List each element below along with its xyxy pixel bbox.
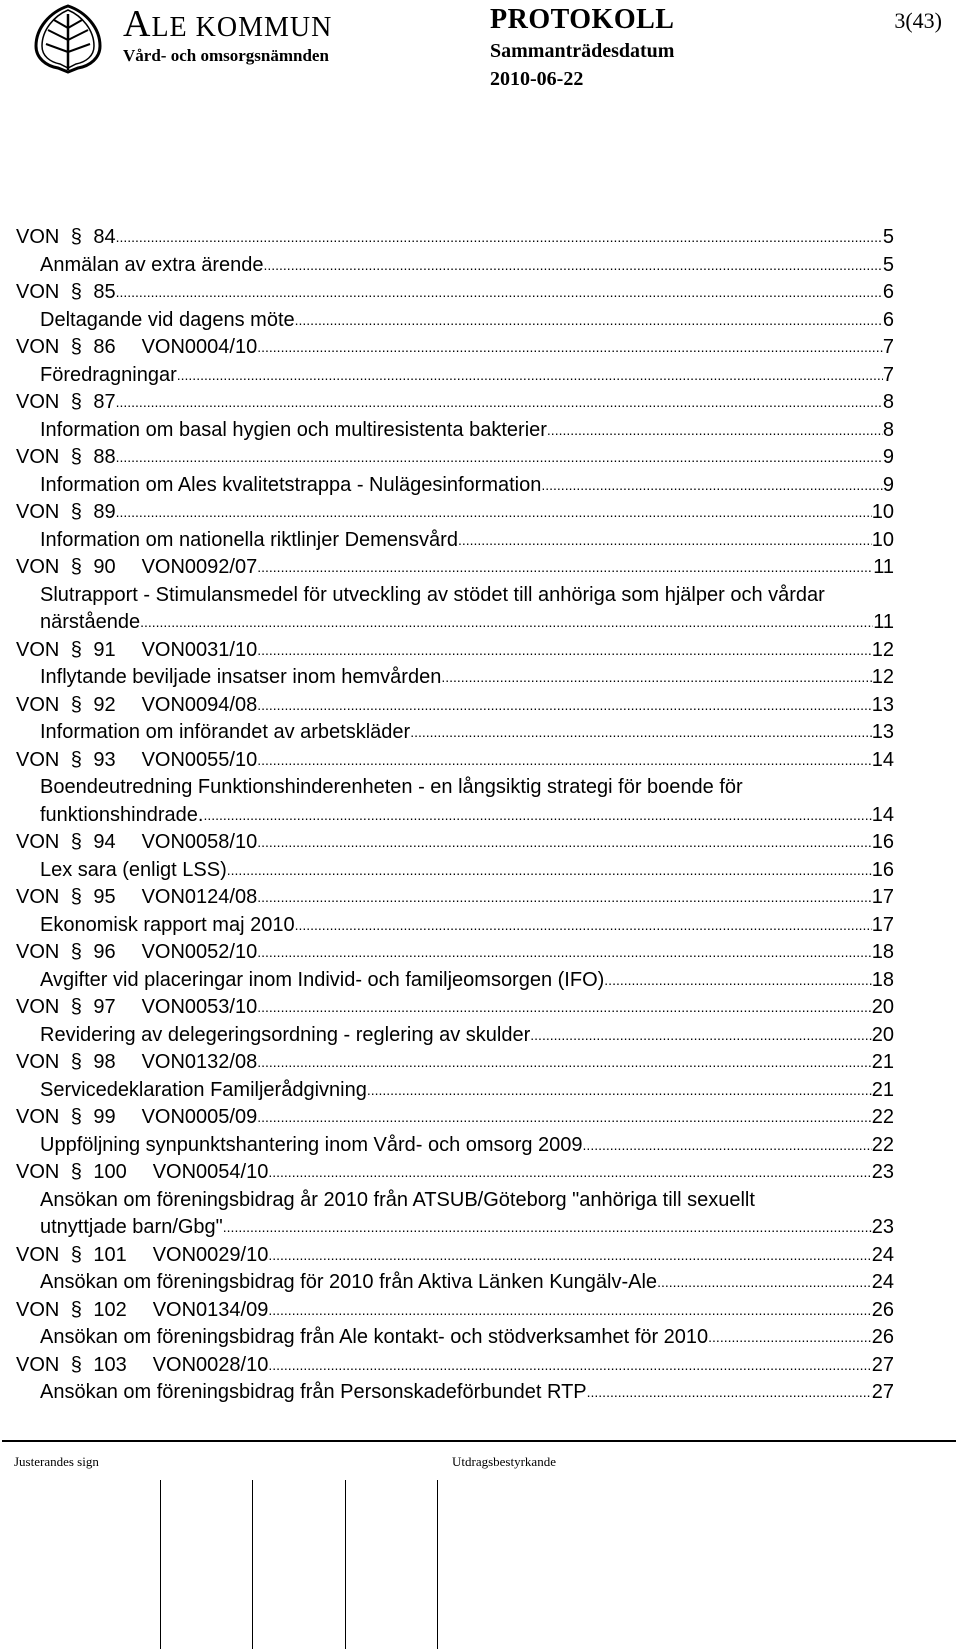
toc-page-number: 17 [871,913,894,936]
toc-page-number: 9 [882,446,894,468]
toc-entry-item [16,802,894,830]
dot-leader [227,857,872,885]
toc-section-heading [16,1352,268,1380]
section-sign: § [70,336,82,358]
toc-page-number: 26 [871,1298,894,1321]
toc-section-heading [16,692,257,720]
toc-case-reference: VON0005/09 [141,1106,258,1128]
toc-section-number: 86 [93,336,116,358]
toc-section-number: 102 [93,1298,127,1321]
dot-leader [223,1214,872,1242]
dot-leader [257,747,872,775]
toc-item-title: Föredragningar [40,363,177,386]
toc-page-number: 27 [871,1353,894,1376]
toc-item-title: Uppföljning synpunktshantering inom Vård- och omsorg 2009 [40,1133,583,1156]
toc-entry-item [16,857,894,885]
toc-item-title: närstående [40,611,141,633]
toc-section-heading [16,554,257,582]
toc-prefix: VON [16,1243,60,1266]
adjuster-signature-label: Justerandes sign [14,1454,99,1469]
toc-section-heading [16,994,257,1022]
section-sign: § [70,693,82,716]
toc-page-number: 22 [871,1133,894,1156]
toc-entry-section [16,884,894,912]
section-sign: § [70,501,82,523]
toc-entry-item [16,472,894,500]
section-sign: § [70,1161,82,1183]
dot-leader [116,389,883,417]
toc-section-number: 95 [93,886,116,908]
dot-leader [583,1132,872,1160]
toc-entry-section [16,279,894,307]
toc-entry-section [16,554,894,582]
toc-prefix: VON [16,446,60,468]
toc-section-heading [16,747,257,775]
toc-section-number: 98 [93,1051,116,1073]
toc-entry-item [16,252,894,280]
toc-section-heading [16,1242,268,1270]
toc-prefix: VON [16,748,60,771]
toc-prefix: VON [16,693,60,716]
toc-page-number: 11 [873,611,894,633]
toc-page-number: 12 [871,638,894,661]
toc-entry-section [16,1049,894,1077]
dot-leader [708,1324,872,1352]
dot-leader [116,224,883,252]
organization-name: ALE KOMMUN [123,3,333,45]
toc-page-number: 7 [882,363,894,386]
toc-page-number: 18 [871,968,894,991]
toc-case-reference: VON0028/10 [152,1353,269,1376]
toc-page-number: 7 [882,336,894,358]
toc-item-title: Anmälan av extra ärende [40,253,264,276]
toc-entry-section [16,939,894,967]
toc-page-number: 5 [882,226,894,248]
toc-page-number: 16 [871,831,894,853]
section-sign: § [70,1353,82,1376]
toc-case-reference: VON0124/08 [141,886,258,908]
toc-section-heading [16,1104,257,1132]
toc-prefix: VON [16,391,60,413]
page-number: 3(43) [894,8,942,33]
toc-item-title: Inflytande beviljade insatser inom hemvården [40,666,442,688]
page-header [0,0,960,110]
toc-entry-item [16,527,894,555]
toc-prefix: VON [16,886,60,908]
toc-page-number: 21 [871,1078,894,1101]
toc-entry-item [16,1269,894,1297]
toc-section-number: 100 [93,1161,127,1183]
toc-item-title-first-line: Slutrapport - Stimulansmedel för utveckling av stödet till anhöriga som hjälper och vårdar [40,583,825,606]
toc-entry-item [16,609,894,637]
toc-item-title: Lex sara (enligt LSS) [40,858,227,881]
toc-item-title: Ansökan om föreningsbidrag från Personskadeförbundet RTP [40,1381,587,1403]
toc-prefix: VON [16,1298,60,1321]
toc-prefix: VON [16,638,60,661]
toc-prefix: VON [16,556,60,578]
toc-entry-section [16,1104,894,1132]
dot-leader [257,1104,872,1132]
toc-item-title: Information om Ales kvalitetstrappa - Nulägesinformation [40,473,542,496]
toc-entry-item [16,912,894,940]
toc-item-title: Revidering av delegeringsordning - reglering av skulder [40,1023,531,1046]
toc-page-number: 11 [873,556,894,578]
dot-leader [458,527,872,555]
signature-box-divider [437,1480,438,1649]
dot-leader [410,719,872,747]
toc-section-number: 93 [93,748,116,771]
toc-item-title: Avgifter vid placeringar inom Individ- och familjeomsorgen (IFO) [40,968,605,991]
toc-entry-section [16,1297,894,1325]
toc-section-heading [16,444,116,472]
toc-item-title-first-line: Ansökan om föreningsbidrag år 2010 från ATSUB/Göteborg "anhöriga till sexuellt [40,1188,755,1211]
section-sign: § [70,226,82,248]
dot-leader [530,1022,871,1050]
dot-leader [268,1297,871,1325]
toc-section-number: 103 [93,1353,127,1376]
toc-page-number: 26 [871,1326,894,1348]
toc-item-title: Ekonomisk rapport maj 2010 [40,913,295,936]
toc-item-title: Deltagande vid dagens möte [40,308,295,331]
signature-box-divider [345,1480,346,1649]
toc-page-number: 13 [871,693,894,716]
dot-leader [257,334,883,362]
toc-page-number: 23 [871,1161,894,1183]
toc-section-heading [16,939,257,967]
toc-section-number: 87 [93,391,116,413]
signature-box-divider [252,1480,253,1649]
toc-entry-section [16,334,894,362]
toc-section-number: 92 [93,693,116,716]
dot-leader [547,417,883,445]
toc-page-number: 18 [871,941,894,963]
toc-page-number: 20 [871,1023,894,1046]
section-sign: § [70,281,82,303]
toc-page-number: 21 [871,1051,894,1073]
toc-item-title: funktionshindrade. [40,803,204,826]
toc-page-number: 27 [871,1381,894,1403]
section-sign: § [70,1106,82,1128]
toc-prefix: VON [16,1353,60,1376]
toc-prefix: VON [16,226,60,248]
toc-case-reference: VON0052/10 [141,941,258,963]
toc-section-heading [16,1297,268,1325]
toc-case-reference: VON0132/08 [141,1051,258,1073]
toc-section-number: 84 [93,226,116,248]
toc-page-number: 24 [871,1271,894,1293]
toc-prefix: VON [16,831,60,853]
dot-leader [257,994,872,1022]
toc-page-number: 24 [871,1243,894,1266]
toc-page-number: 20 [871,996,894,1018]
toc-page-number: 9 [882,473,894,496]
toc-case-reference: VON0054/10 [152,1161,269,1183]
toc-section-heading [16,1049,257,1077]
dot-leader [295,307,883,335]
toc-page-number: 13 [871,721,894,743]
meeting-date-label: Sammanträdesdatum [490,40,675,62]
dot-leader [257,692,872,720]
section-sign: § [70,446,82,468]
page-footer [0,1440,960,1649]
toc-entry-section [16,829,894,857]
toc-case-reference: VON0053/10 [141,996,258,1018]
committee-name: Vård- och omsorgsnämnden [123,46,329,65]
extract-certification-label: Utdragsbestyrkande [452,1454,556,1469]
toc-entry-section [16,994,894,1022]
toc-page-number: 14 [871,803,894,826]
dot-leader [177,362,883,390]
toc-section-number: 96 [93,941,116,963]
toc-section-number: 97 [93,996,116,1018]
dot-leader [541,472,883,500]
toc-section-number: 94 [93,831,116,853]
toc-case-reference: VON0031/10 [141,638,258,661]
toc-item-title: Information om införandet av arbetskläder [40,721,411,743]
ale-kommun-leaf-logo-icon [22,2,114,74]
dot-leader [587,1379,872,1407]
section-sign: § [70,391,82,413]
toc-section-heading [16,829,257,857]
table-of-contents [16,224,894,1407]
toc-entry-item [16,362,894,390]
dot-leader [657,1269,872,1297]
toc-page-number: 6 [882,281,894,303]
meeting-date: 2010-06-22 [490,68,584,90]
toc-section-heading [16,1159,268,1187]
toc-page-number: 10 [871,528,894,551]
toc-section-heading [16,499,116,527]
toc-page-number: 17 [871,886,894,908]
toc-item-title: Ansökan om föreningsbidrag från Ale kontakt- och stödverksamhet för 2010 [40,1326,709,1348]
toc-page-number: 8 [882,391,894,413]
toc-section-heading [16,279,116,307]
section-sign: § [70,1243,82,1266]
toc-case-reference: VON0134/09 [152,1298,269,1321]
toc-page-number: 22 [871,1106,894,1128]
section-sign: § [70,1298,82,1321]
dot-leader [116,279,883,307]
toc-item-title: Information om basal hygien och multiresistenta bakterier [40,418,547,441]
toc-entry-section [16,692,894,720]
toc-section-number: 99 [93,1106,116,1128]
section-sign: § [70,886,82,908]
toc-page-number: 10 [871,501,894,523]
toc-prefix: VON [16,941,60,963]
toc-section-number: 91 [93,638,116,661]
toc-case-reference: VON0004/10 [141,336,258,358]
toc-entry-section [16,444,894,472]
document-title: PROTOKOLL [490,4,675,35]
section-sign: § [70,748,82,771]
toc-entry-item [16,1132,894,1160]
toc-item-title-first-line: Boendeutredning Funktionshinderenheten - en långsiktig strategi för boende för [40,776,743,798]
dot-leader [263,252,882,280]
toc-prefix: VON [16,1161,60,1183]
toc-entry-item [16,1077,894,1105]
toc-case-reference: VON0092/07 [141,556,258,578]
toc-case-reference: VON0058/10 [141,831,258,853]
dot-leader [604,967,871,995]
toc-page-number: 5 [882,253,894,276]
dot-leader [257,884,872,912]
toc-entry-item [16,1214,894,1242]
toc-entry-item [16,307,894,335]
toc-case-reference: VON0055/10 [141,748,258,771]
toc-page-number: 16 [871,858,894,881]
toc-page-number: 8 [882,418,894,441]
section-sign: § [70,638,82,661]
dot-leader [140,609,873,637]
toc-entry-section [16,1352,894,1380]
dot-leader [268,1242,871,1270]
toc-entry-item [16,664,894,692]
dot-leader [116,444,883,472]
dot-leader [441,664,871,692]
dot-leader [257,939,872,967]
dot-leader [203,802,871,830]
toc-entry-item [16,1379,894,1407]
toc-entry-section [16,389,894,417]
toc-page-number: 14 [871,748,894,771]
dot-leader [367,1077,872,1105]
section-sign: § [70,556,82,578]
section-sign: § [70,941,82,963]
toc-section-number: 89 [93,501,116,523]
toc-section-heading [16,334,257,362]
dot-leader [268,1159,871,1187]
toc-entry-item [16,719,894,747]
toc-entry-item [16,1022,894,1050]
toc-section-number: 85 [93,281,116,303]
toc-section-heading [16,637,257,665]
dot-leader [116,499,872,527]
toc-prefix: VON [16,1051,60,1073]
toc-entry-item [16,1324,894,1352]
toc-page-number: 12 [871,666,894,688]
signature-box-divider [160,1480,161,1649]
section-sign: § [70,1051,82,1073]
toc-prefix: VON [16,336,60,358]
footer-divider [2,1440,956,1442]
toc-item-title: Information om nationella riktlinjer Demensvård [40,528,458,551]
toc-section-heading [16,884,257,912]
toc-section-number: 101 [93,1243,127,1266]
dot-leader [257,554,873,582]
toc-entry-section [16,1242,894,1270]
toc-item-title: Ansökan om föreningsbidrag för 2010 från Aktiva Länken Kungälv-Ale [40,1271,658,1293]
dot-leader [295,912,872,940]
toc-entry-section [16,224,894,252]
toc-prefix: VON [16,501,60,523]
toc-prefix: VON [16,996,60,1018]
toc-entry-section [16,499,894,527]
section-sign: § [70,831,82,853]
toc-prefix: VON [16,1106,60,1128]
dot-leader [268,1352,871,1380]
toc-section-number: 88 [93,446,116,468]
toc-section-heading [16,389,116,417]
toc-page-number: 6 [882,308,894,331]
toc-section-heading [16,224,116,252]
toc-entry-section [16,637,894,665]
toc-prefix: VON [16,281,60,303]
toc-case-reference: VON0094/08 [141,693,258,716]
toc-entry-item [16,967,894,995]
dot-leader [257,829,872,857]
dot-leader [257,637,872,665]
toc-item-title: utnyttjade barn/Gbg" [40,1216,223,1238]
toc-case-reference: VON0029/10 [152,1243,269,1266]
toc-entry-section [16,1159,894,1187]
toc-item-title: Servicedeklaration Familjerådgivning [40,1078,367,1101]
toc-section-number: 90 [93,556,116,578]
toc-entry-section [16,747,894,775]
section-sign: § [70,996,82,1018]
dot-leader [257,1049,872,1077]
toc-page-number: 23 [871,1216,894,1238]
toc-entry-item [16,417,894,445]
